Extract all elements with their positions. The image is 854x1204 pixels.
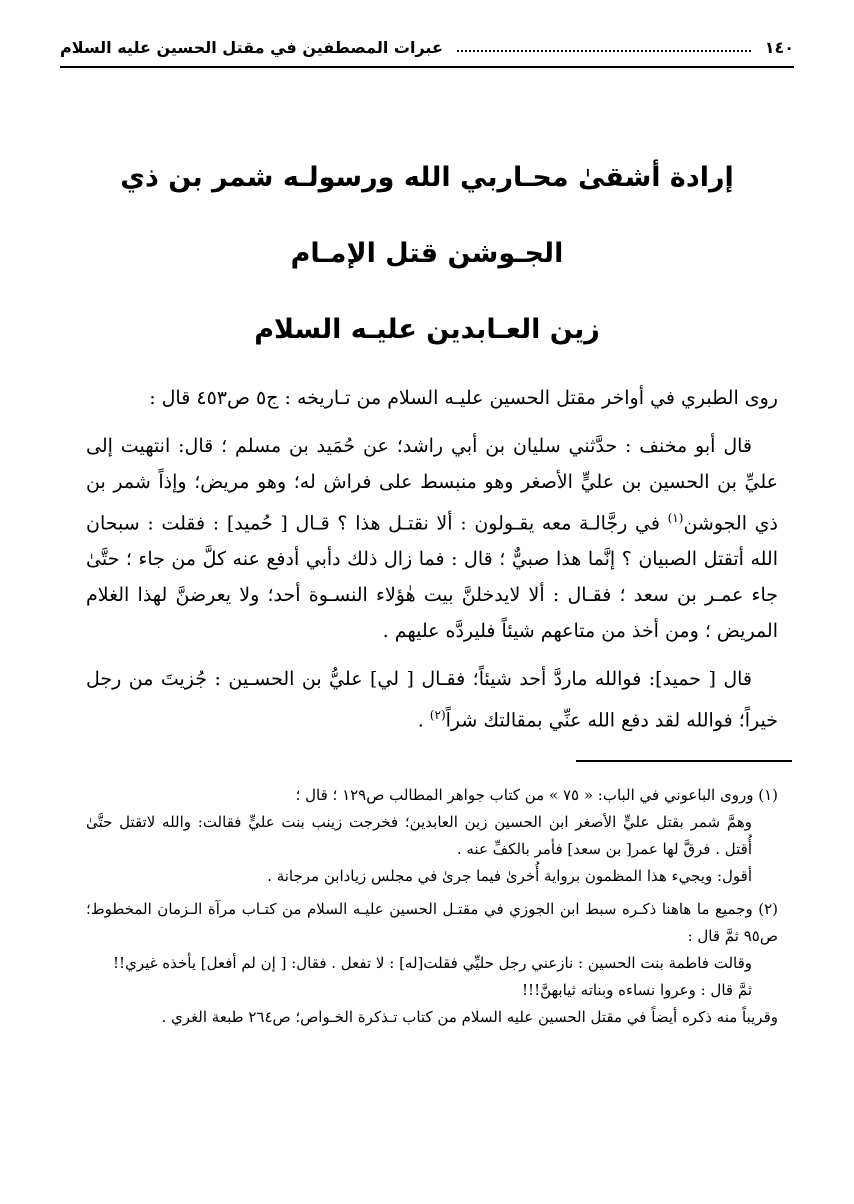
narration-paragraph-1 xyxy=(86,428,778,649)
page-number: ١٤٠ xyxy=(764,37,794,57)
narration-paragraph-2 xyxy=(86,661,778,738)
running-title: عبرات المصطفين في مقتل الحسين عليه السلام xyxy=(60,37,443,57)
header-rule xyxy=(60,66,794,68)
footnotes xyxy=(86,782,778,1037)
narration-2-text-a: قال [ حميد]: فوالله ماردَّ أحد شيئاً؛ فقـال [ لي] عليُّ بن الحسـين : جُزيتَ من رجل خيراً؛ فوالله لقد دفع الله عنِّي بمقالتك شراً xyxy=(86,668,778,732)
footnote-ref-2: (٢) xyxy=(429,708,446,723)
footnote-2-line-3: ثمَّ قال : وعروا نساءه وبناته ثيابهنَّ!!! xyxy=(522,981,752,999)
footnote-1-line-3: أقول: ويجيء هذا المظمون برواية أُخرىٰ فيما جرىٰ في مجلس زيادابن مرجانة . xyxy=(267,867,752,885)
narration-1-text-b: في رجَّالـة معه يقـولون : ألا نقتـل هذا ؟ قـال [ حُميد] : فقلت : سبحان الله أتقتل الصبيان ؟ إنَّما هذا صبيٌّ ؛ قال : فما زال ذلك دأبي أدفع عنه كلَّ من جاء ؛ حتَّىٰ جاء عمـر بن سعد ؛ فقـال : ألا لايدخلنَّ بيت هٰؤلاء النسـوة أحد؛ ولا يعرضنَّ لهذا الغلام المريض ؛ ومن أخذ من متاعهم شيئاً فليردَّه عليهم . xyxy=(86,512,778,643)
footnote-1-line-2: وهمَّ شمر بقتل عليٍّ الأصغر ابن الحسين زين العابدين؛ فخرجت زينب بنت عليٍّ فقالت: والله لاتقتل حتَّىٰ أُقتل . فرقَّ لها عمر[ بن سعد] فأمر بالكفِّ عنه . xyxy=(86,813,752,858)
footnote-2 xyxy=(86,896,778,1031)
narration-2-text-b: . xyxy=(417,709,430,732)
footnote-2-line-1: (٢) وجميع ما هاهنا ذكـره سبط ابن الجوزي في مقتـل الحسين عليـه السلام من كتـاب مرآة الـزمان المخطوط؛ ص٩٥ ثمَّ قال : xyxy=(86,900,778,945)
section-title-line-2: زين العـابدين عليـه السلام xyxy=(254,314,600,345)
footnote-1-line-1: (١) وروى الباعوني في الباب: « ٧٥ » من كتاب جواهر المطالب ص١٢٩ ؛ قال ؛ xyxy=(295,786,778,804)
header-dot-leader xyxy=(457,50,751,52)
section-title xyxy=(80,140,774,368)
main-text xyxy=(86,380,778,739)
footnote-1 xyxy=(86,782,778,890)
running-header xyxy=(60,32,794,62)
footnote-ref-1: (١) xyxy=(667,511,684,525)
intro-paragraph: روى الطبري في أواخر مقتل الحسين عليـه السلام من تـاريخه : ج٥ ص٤٥٣ قال : xyxy=(149,387,778,409)
section-title-line-1: إرادة أشقىٰ محـاربي الله ورسولـه شمر بن ذي الجـوشن قتل الإمـام xyxy=(120,162,734,269)
footnote-separator xyxy=(576,760,792,762)
narration-1-text-a: قال أبو مخنف : حدَّثني سليان بن أبي راشد؛ عن حُمَيد بن مسلم ؛ قال: انتهيت إلى عليِّ بن الحسين بن عليٍّ الأصغر وهو منبسط على فراش له؛ وهو مريض؛ وإذاً شمر بن ذي الجوشن xyxy=(86,435,778,535)
footnote-2-line-4: وقريباً منه ذكره أيضاً في مقتل الحسين عليه السلام من كتاب تـذكرة الخـواص؛ ص٢٦٤ طبعة الغري . xyxy=(161,1008,778,1026)
footnote-2-line-2: وقالت فاطمة بنت الحسين : نازعني رجل حليِّي فقلت[له] : لا تفعل . فقال: [ إن لم أفعل] يأخذه غيري!! xyxy=(113,954,752,972)
